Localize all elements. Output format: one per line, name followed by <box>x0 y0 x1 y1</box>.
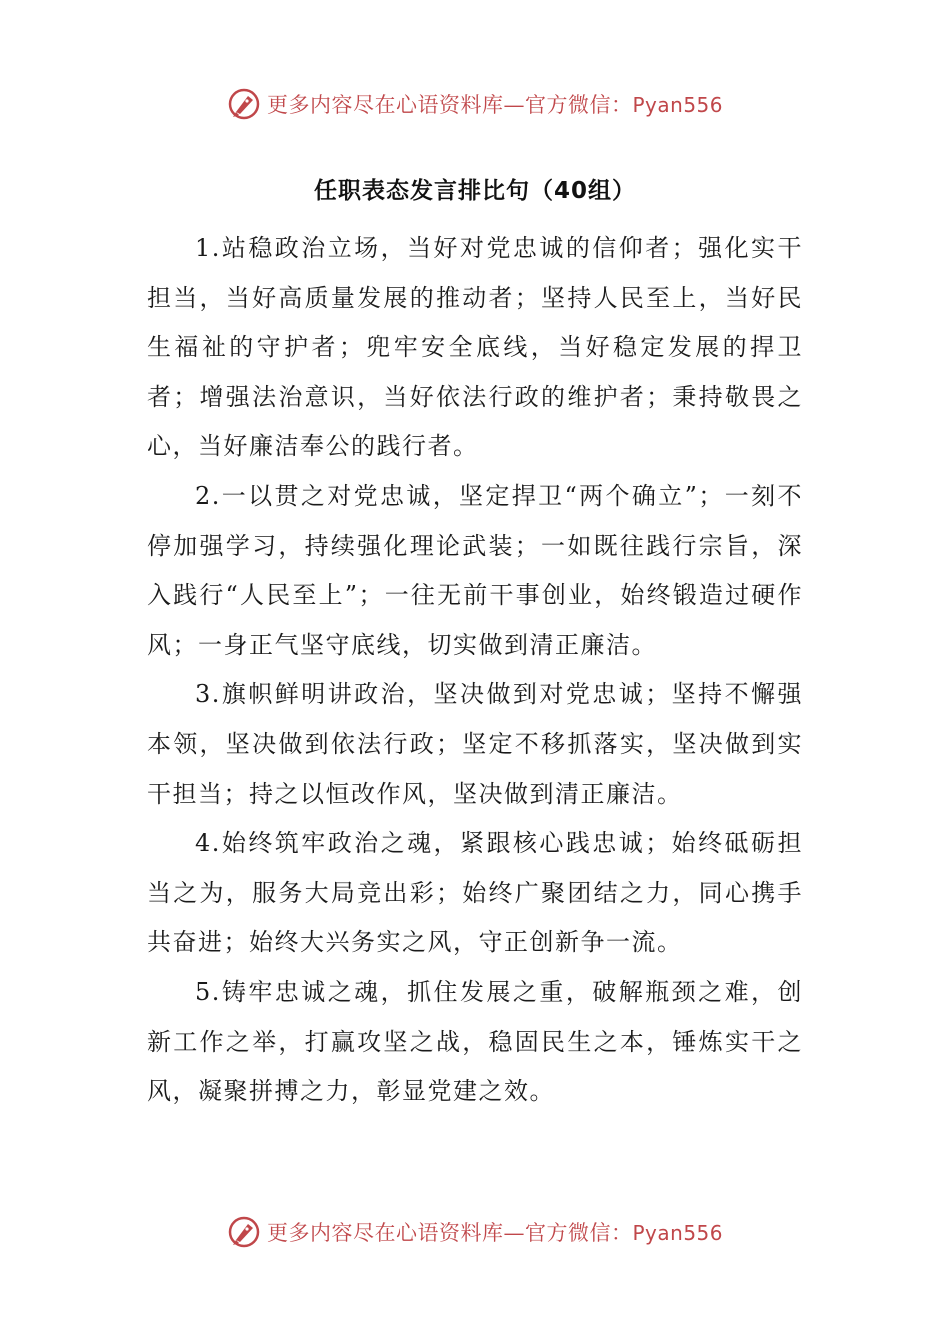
pen-nib-logo-icon <box>227 87 261 121</box>
document-body <box>147 224 803 1117</box>
pen-nib-logo-icon <box>227 1215 261 1249</box>
watermark-text: 更多内容尽在心语资料库—官方微信：Pyan556 <box>266 93 723 117</box>
watermark-text: 更多内容尽在心语资料库—官方微信：Pyan556 <box>266 1221 723 1245</box>
paragraph-3: 3.旗帜鲜明讲政治，坚决做到对党忠诚；坚持不懈强本领，坚决做到依法行政；坚定不移抓落实，坚决做到实干担当；持之以恒改作风，坚决做到清正廉洁。 <box>147 680 803 808</box>
paragraph-1: 1.站稳政治立场，当好对党忠诚的信仰者；强化实干担当，当好高质量发展的推动者；坚持人民至上，当好民生福祉的守护者；兜牢安全底线，当好稳定发展的捍卫者；增强法治意识，当好依法行政的维护者；秉持敬畏之心，当好廉洁奉公的践行者。 <box>147 234 803 461</box>
paragraph-4: 4.始终筑牢政治之魂，紧跟核心践忠诚；始终砥砺担当之为，服务大局竞出彩；始终广聚团结之力，同心携手共奋进；始终大兴务实之风，守正创新争一流。 <box>147 829 803 957</box>
watermark-wechat-id: Pyan556 <box>632 93 723 117</box>
document-title: 任职表态发言排比句（40组） <box>313 178 636 204</box>
footer-watermark <box>0 1212 950 1252</box>
paragraph-2: 2.一以贯之对党忠诚，坚定捍卫“两个确立”；一刻不停加强学习，持续强化理论武装；一如既往践行宗旨，深入践行“人民至上”；一往无前干事创业，始终锻造过硬作风；一身正气坚守底线，切实做到清正廉洁。 <box>147 481 803 659</box>
paragraph-5: 5.铸牢忠诚之魂，抓住发展之重，破解瓶颈之难，创新工作之举，打赢攻坚之战，稳固民生之本，锤炼实干之风，凝聚拼搏之力，彰显党建之效。 <box>147 977 803 1106</box>
header-watermark <box>0 84 950 124</box>
watermark-wechat-id: Pyan556 <box>632 1221 723 1245</box>
